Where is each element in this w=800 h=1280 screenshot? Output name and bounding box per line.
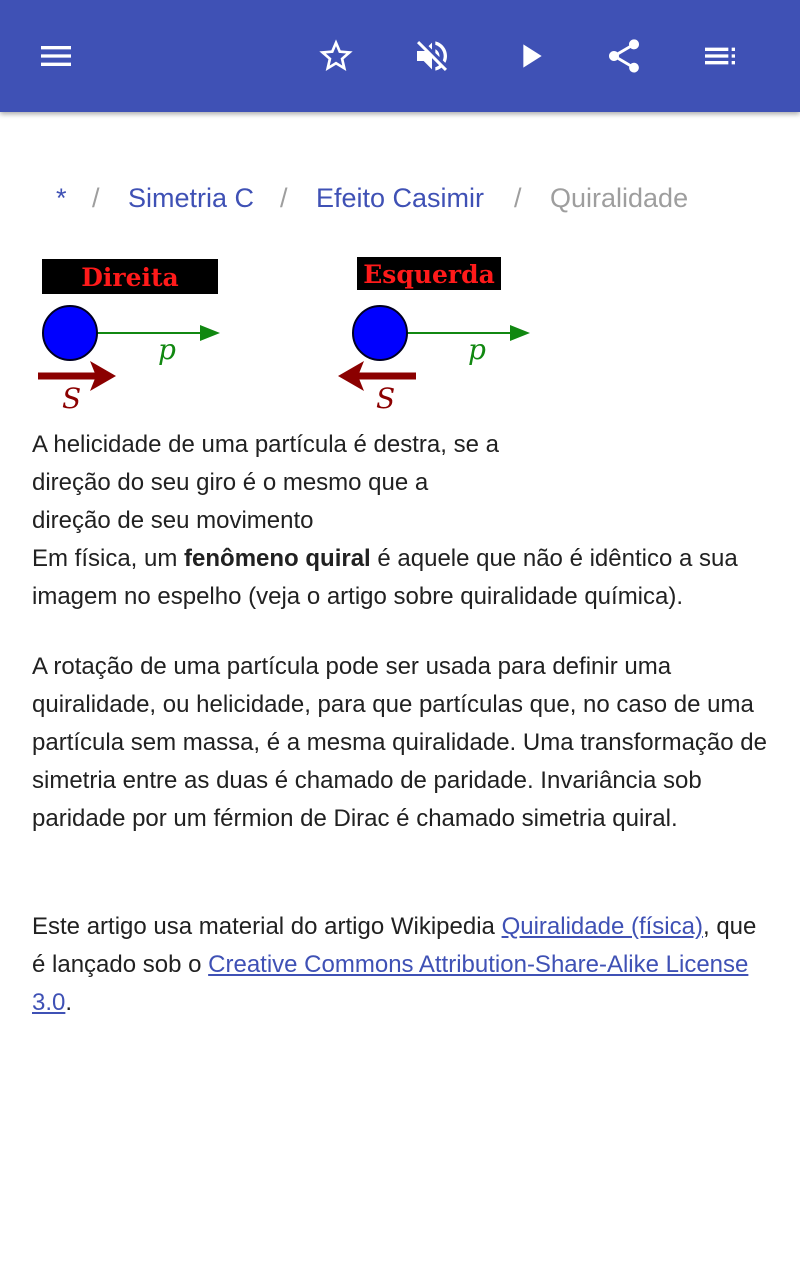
share-icon[interactable] xyxy=(596,28,652,84)
spin-symbol: S xyxy=(376,382,396,415)
caption-line: direção do seu giro é o mesmo que a xyxy=(32,469,429,496)
breadcrumb-separator: / xyxy=(514,183,522,213)
license-link[interactable]: Creative Commons Attribution-Share-Alike License 3.0 xyxy=(32,951,749,1016)
caption-line: A helicidade de uma partícula é destra, se a xyxy=(32,431,499,458)
helicity-figure xyxy=(30,255,550,415)
breadcrumb-current: Quiralidade xyxy=(550,183,689,213)
particle-left xyxy=(353,306,407,360)
paragraph-intro xyxy=(32,540,772,616)
breadcrumb xyxy=(0,178,800,222)
paragraph-rotation: A rotação de uma partícula pode ser usada para definir uma quiralidade, ou helicidade, para que partículas que, no caso de uma partícula sem massa, é a mesma quiralidade. Uma transformação de simetria entre as duas é chamado de paridade. Invariância sob paridade por um férmion de Dirac é chamado simetria quiral. xyxy=(32,653,767,832)
toc-icon[interactable] xyxy=(692,28,748,84)
spin-symbol: S xyxy=(62,382,82,415)
volume-off-icon[interactable] xyxy=(404,28,460,84)
para-text: Em física, um xyxy=(32,545,185,572)
license-text: . xyxy=(65,989,73,1016)
license-text: , que é lançado sob o xyxy=(32,913,757,978)
article-content xyxy=(32,426,772,1022)
para-text: é aquele que não é idêntico a sua imagem no espelho (veja o artigo sobre quiralidade química). xyxy=(32,545,738,610)
particle-right xyxy=(43,306,97,360)
figure-caption xyxy=(32,426,552,540)
license-notice xyxy=(32,908,772,1022)
license-text: Este artigo usa material do artigo Wikipedia xyxy=(32,913,502,940)
app-bar xyxy=(0,0,800,112)
breadcrumb-separator: / xyxy=(280,183,288,213)
play-icon[interactable] xyxy=(502,28,558,84)
caption-line: direção de seu movimento xyxy=(32,507,314,534)
breadcrumb-item-efeito-casimir[interactable]: Efeito Casimir xyxy=(316,183,485,213)
breadcrumb-separator: / xyxy=(92,183,100,213)
breadcrumb-home[interactable]: * xyxy=(56,183,67,213)
label-direita: Direita xyxy=(81,263,179,292)
momentum-symbol: p xyxy=(468,333,486,366)
breadcrumb-item-simetria-c[interactable]: Simetria C xyxy=(128,183,255,213)
menu-icon[interactable] xyxy=(28,28,84,84)
label-esquerda: Esquerda xyxy=(363,260,495,289)
bold-term: fenômeno quiral xyxy=(184,545,371,572)
momentum-symbol: p xyxy=(158,333,176,366)
star-icon[interactable] xyxy=(308,28,364,84)
wikipedia-article-link[interactable]: Quiralidade (física) xyxy=(501,913,703,940)
